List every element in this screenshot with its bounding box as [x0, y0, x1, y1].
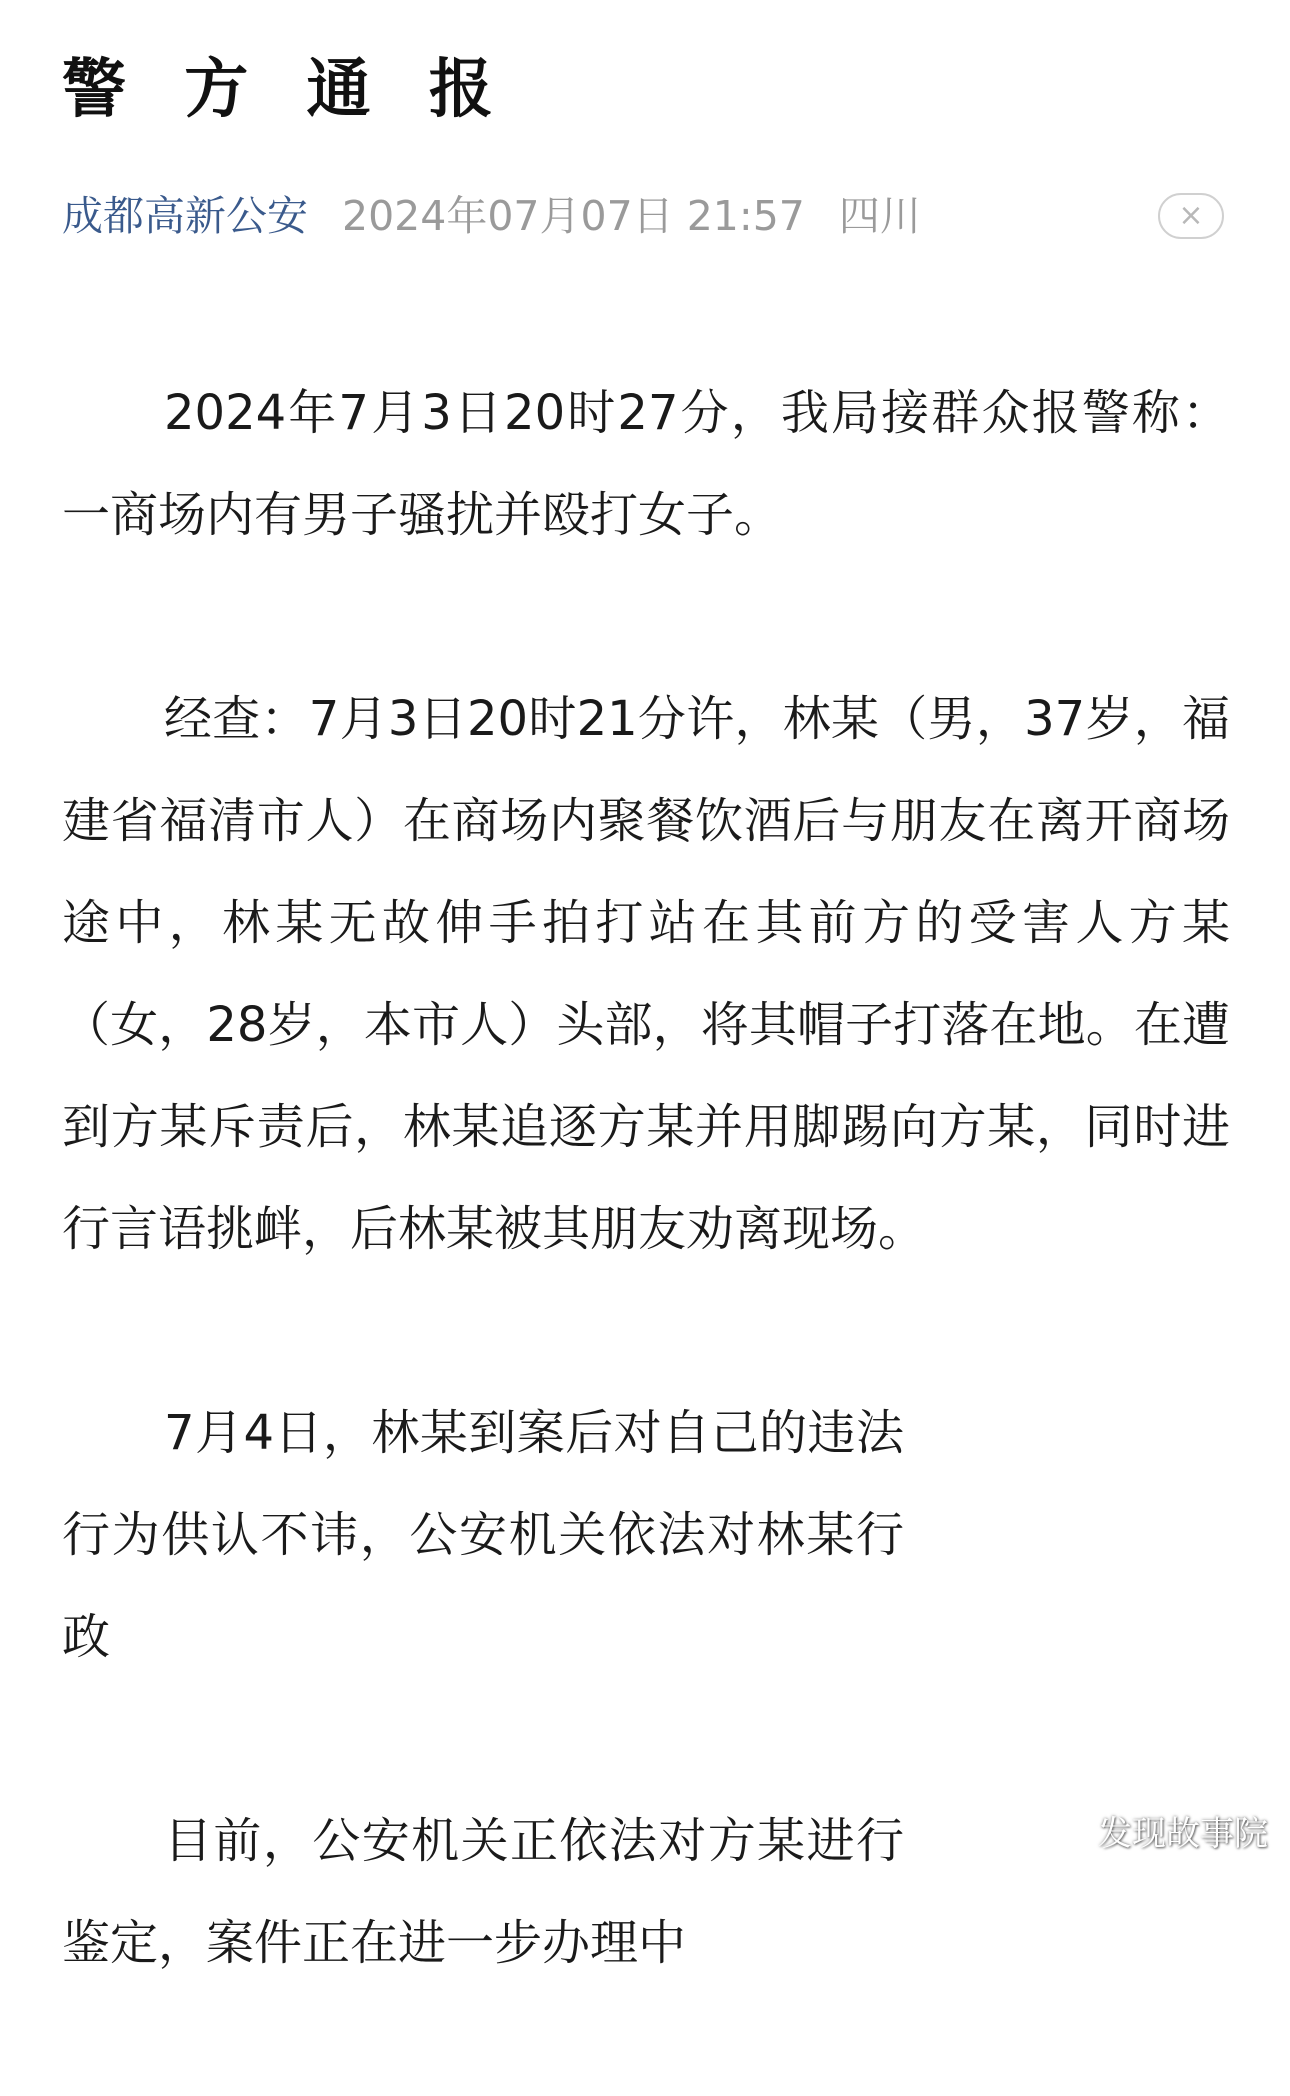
article-title: 警 方 通 报: [62, 53, 511, 127]
paragraph-2: 经查：7月3日20时21分许，林某（男，37岁，福建省福清市人）在商场内聚餐饮酒后与朋友在离开商场途中，林某无故伸手拍打站在其前方的受害人方某（女，28岁，本市人）头部，将其帽子打落在地。在遭到方某斥责后，林某追逐方某并用脚踢向方某，同时进行言语挑衅，后林某被其朋友劝离现场。: [62, 691, 1230, 1257]
paragraph-4: 目前，公安机关正依法对方某进行鉴定，案件正在进一步办理中: [62, 1813, 904, 1971]
paragraph-3: 7月4日，林某到案后对自己的违法行为供认不讳，公安机关依法对林某行政: [62, 1405, 904, 1665]
article-meta: [62, 192, 921, 240]
close-icon: ×: [1178, 198, 1204, 233]
article-datetime: 2024年07月07日 21:57: [342, 192, 805, 240]
paragraph-1: 2024年7月3日20时27分，我局接群众报警称：一商场内有男子骚扰并殴打女子。: [62, 385, 1230, 543]
close-button[interactable]: [1158, 193, 1224, 239]
watermark: 发现故事院: [1098, 1814, 1268, 1854]
article-source[interactable]: 成都高新公安: [62, 192, 308, 240]
article-region: 四川: [838, 192, 921, 240]
article-body: [62, 362, 1230, 2096]
